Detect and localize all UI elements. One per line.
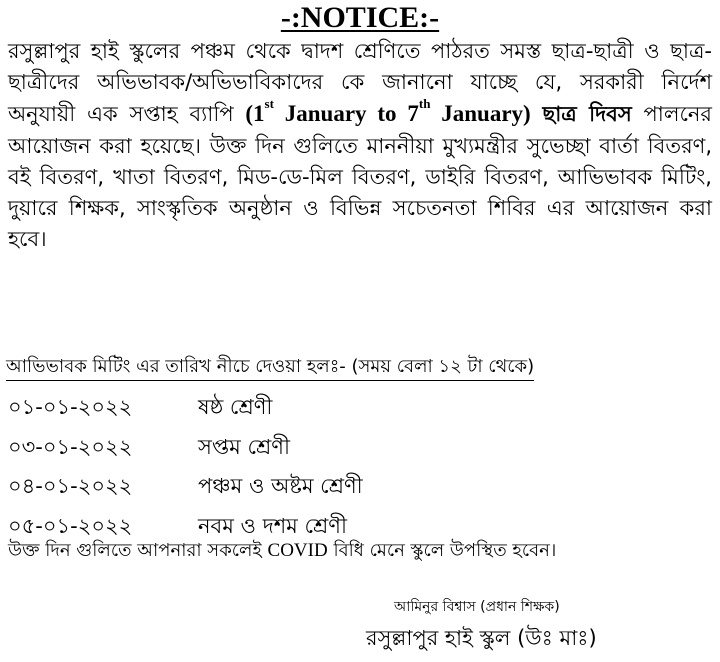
notice-title: -:NOTICE:- [280, 1, 440, 34]
schedule-class: পঞ্চম ও অষ্টম শ্রেণী [198, 474, 363, 498]
schedule-row [8, 471, 508, 511]
school-name: রসুল্লাপুর হাই স্কুল (উঃ মাঃ) [366, 626, 597, 650]
schedule-date: ০৫-০১-২০২২ [8, 513, 133, 538]
meeting-heading: আভিভাবক মিটিং এর তারিখ নীচে দেওয়া হলঃ- (সময় বেলা ১২ টা থেকে) [6, 354, 534, 381]
notice-body-paragraph [8, 36, 712, 255]
schedule-class: নবম ও দশম শ্রেণী [198, 513, 347, 538]
schedule-date: ০৪-০১-২০২২ [8, 474, 133, 498]
schedule-class: সপ্তম শ্রেণী [198, 434, 290, 459]
schedule-row [8, 392, 508, 432]
schedule-row [8, 432, 508, 472]
signatory-name: আমিনুর বিশ্বাস (প্রধান শিক্ষক) [394, 599, 560, 615]
body-text-part-2: পালনের আয়োজন করা হয়েছে। উক্ত দিন গুলিতে মাননীয়া মুখ্যমন্ত্রীর সুভেচ্ছা বার্তা বিতরণ, বই বিতরণ, খাতা বিতরণ, মিড-ডে-মিল বিতরণ, ডাইরি বিতরণ, আভিভাবক মিটিং, দুয়ারে শিক্ষক, সাংস্কৃতিক অনুষ্ঠান ও বিভিন্ন সচেতনতা শিবির এর আয়োজন করা হবে। [8, 102, 712, 252]
covid-text: COVID [267, 540, 328, 561]
schedule-date: ০৩-০১-২০২২ [8, 434, 133, 459]
meeting-schedule [8, 392, 508, 550]
closing-line: উক্ত দিন গুলিতে আপনারা সকলেই COVID বিধি মেনে স্কুলে উপস্থিত হবেন। [8, 540, 557, 561]
date-range: (1st January to 7th January) [245, 96, 531, 127]
schedule-date: ০১-০১-২০২২ [8, 395, 133, 419]
body-text-part-1: রসুল্লাপুর হাই স্কুলের পঞ্চম থেকে দ্বাদশ শ্রেণিতে পাঠরত সমস্ত ছাত্র-ছাত্রী ও ছাত্র-ছাত্রীদের অভিভাবক/অভিভাবিকাদের কে জানানো যাচ্ছে যে, সরকারী নির্দেশ অনুযায়ী এক সপ্তাহ ব্যাপি [8, 39, 712, 127]
schedule-class: ষষ্ঠ শ্রেণী [198, 395, 273, 419]
chhatra-dibas-highlight: ছাত্র দিবস [542, 102, 632, 127]
